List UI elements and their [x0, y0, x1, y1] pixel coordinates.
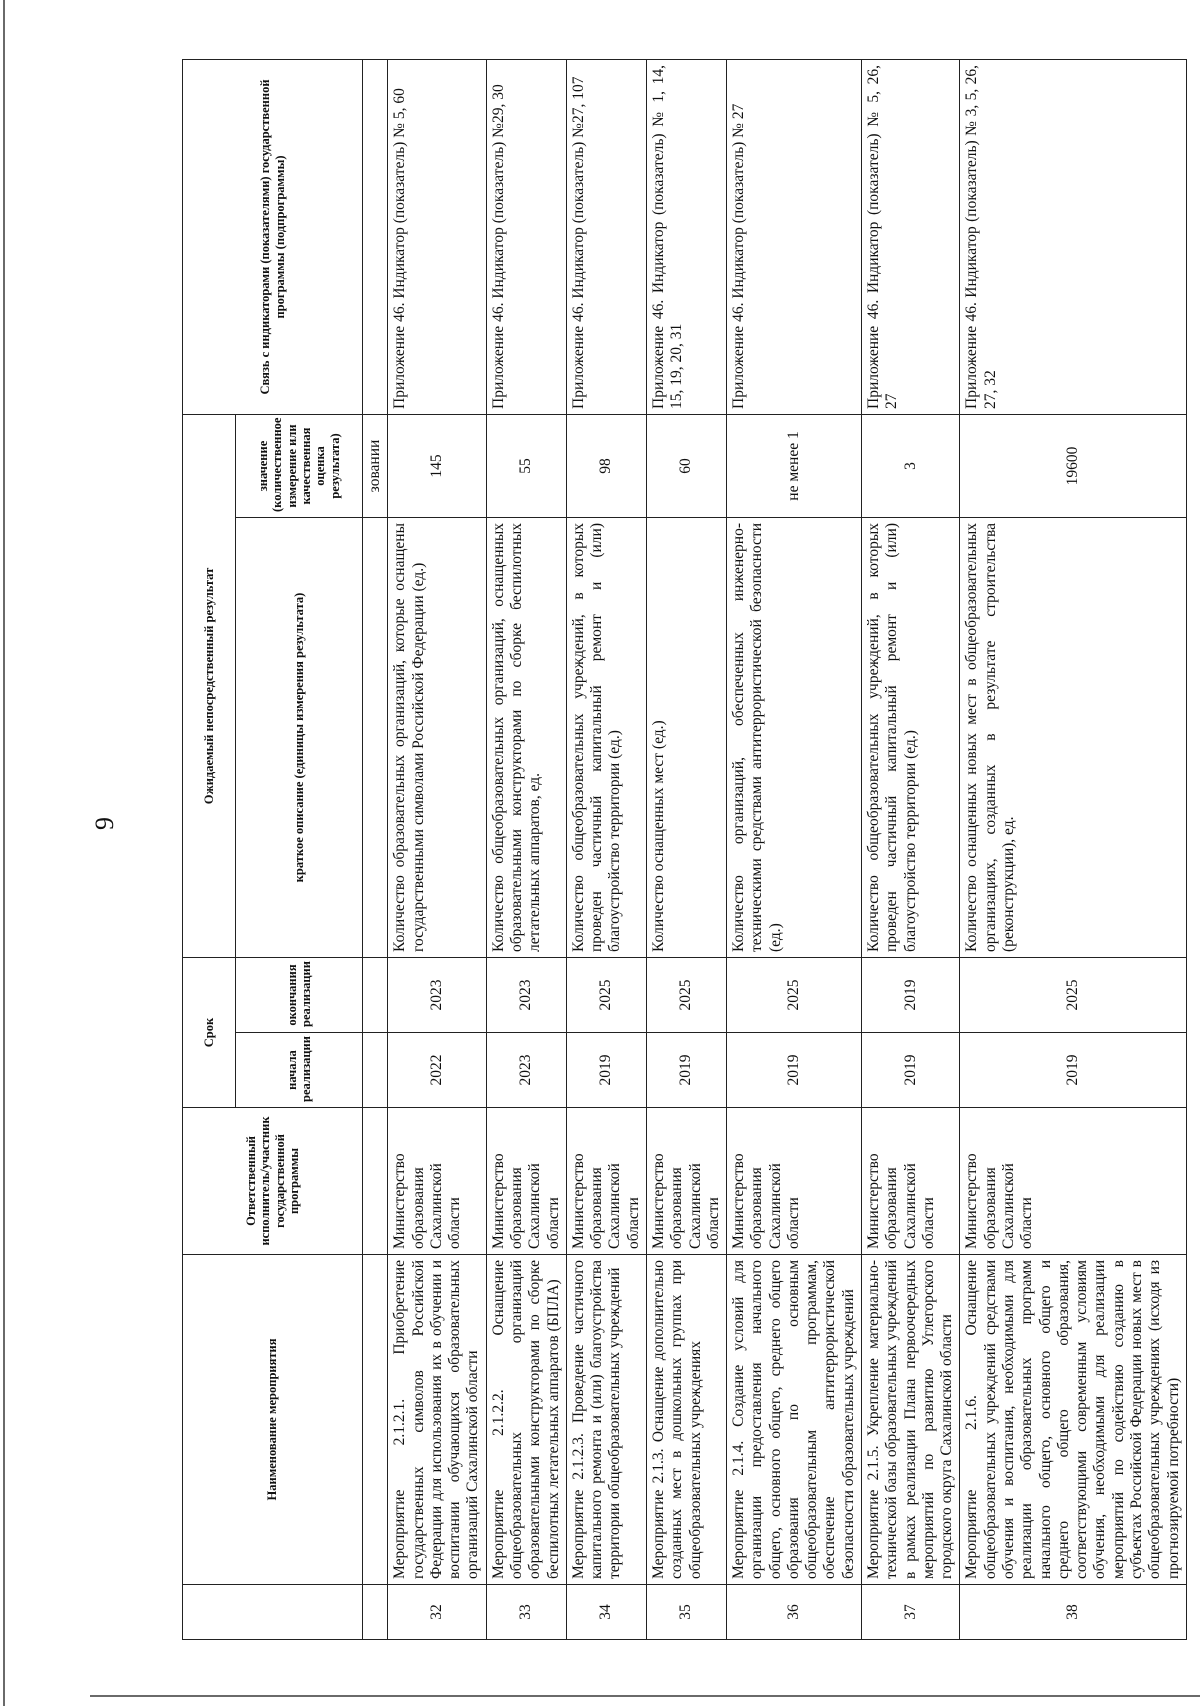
table-row [727, 60, 862, 1640]
measure-name: Мероприятие 2.1.4. Создание условий для организации предоставления начального общего, основного общего, среднего общего образования по основным общеобразовательным программам, обеспечение антитеррористической безопасности образовательных учреждений [727, 1255, 862, 1585]
table-row [486, 60, 566, 1640]
indicator-link: Приложение 46. Индикатор (показатель) № 1, 14, 15, 19, 20, 31 [646, 60, 726, 415]
indicator-link: Приложение 46. Индикатор (показатель) № 27 [727, 60, 862, 415]
page-number: 9 [90, 817, 119, 830]
indicator-link: Приложение 46. Индикатор (показатель) №27, 107 [566, 60, 646, 415]
header-executor: Ответственный исполнитель/участник государственной программы [183, 1108, 363, 1255]
responsible-executor: Министерство образования Сахалинской области [646, 1108, 726, 1255]
table-row [566, 60, 646, 1640]
header-indicators: Связь с индикаторами (показателями) государственной программы (подпрограммы) [183, 60, 363, 415]
header-result-desc: краткое описание (единицы измерения результата) [236, 518, 363, 958]
responsible-executor: Министерство образования Сахалинской области [388, 1108, 486, 1255]
result-value: 98 [566, 415, 646, 518]
result-value: 60 [646, 415, 726, 518]
scan-edge-line [3, 0, 5, 1706]
table-row [862, 60, 960, 1640]
result-value: 19600 [960, 415, 1186, 518]
row-number: 34 [566, 1585, 646, 1640]
result-value: 145 [388, 415, 486, 518]
term-end: 2025 [727, 958, 862, 1033]
header-term: Срок [183, 958, 236, 1108]
result-description: Количество организаций, обеспеченных инженерно-техническими средствами антитеррористической безопасности (ед.) [727, 518, 862, 958]
result-value: 3 [862, 415, 960, 518]
measure-name: Мероприятие 2.1.2.2. Оснащение общеобразовательных организаций образовательными конструкторами по сборке беспилотных летательных аппаратов (БПЛА) [486, 1255, 566, 1585]
table-row [960, 60, 1186, 1640]
result-description: Количество общеобразовательных организаций, оснащенных образовательными конструкторами по сборке беспилотных летательных аппаратов, ед. [486, 518, 566, 958]
row-number: 38 [960, 1585, 1186, 1640]
measure-name: Мероприятие 2.1.2.1. Приобретение государственных символов Российской Федерации для использования их в обучении и воспитании обучающихся образовательных организаций Сахалинской области [388, 1255, 486, 1585]
header-number [183, 1585, 363, 1640]
measure-name: Мероприятие 2.1.2.3. Проведение частичного капитального ремонта и (или) благоустройства территории общеобразовательных учреждений [566, 1255, 646, 1585]
result-value: не менее 1 [727, 415, 862, 518]
result-description: Количество оснащенных мест (ед.) [646, 518, 726, 958]
term-end: 2025 [960, 958, 1186, 1033]
term-start: 2023 [486, 1033, 566, 1108]
responsible-executor: Министерство образования Сахалинской области [486, 1108, 566, 1255]
measures-table [182, 59, 1187, 1640]
value-tail-text: зовании [363, 415, 388, 518]
table-row [646, 60, 726, 1640]
result-description: Количество образовательных организаций, которые оснащены государственными символами Российской Федерации (ед.) [388, 518, 486, 958]
term-start: 2019 [566, 1033, 646, 1108]
row-number: 33 [486, 1585, 566, 1640]
row-number: 36 [727, 1585, 862, 1640]
term-end: 2025 [566, 958, 646, 1033]
responsible-executor: Министерство образования Сахалинской области [727, 1108, 862, 1255]
result-value: 55 [486, 415, 566, 518]
term-end: 2023 [486, 958, 566, 1033]
result-description: Количество общеобразовательных учреждений, в которых проведен частичный капитальный ремонт и (или) благоустройство территории (ед.) [862, 518, 960, 958]
header-name: Наименование мероприятия [183, 1255, 363, 1585]
term-end: 2023 [388, 958, 486, 1033]
scan-bottom-line [90, 1695, 1200, 1697]
table-row [388, 60, 486, 1640]
term-start: 2022 [388, 1033, 486, 1108]
term-end: 2019 [862, 958, 960, 1033]
measure-name: Мероприятие 2.1.3. Оснащение дополнительно созданных мест в дошкольных группах при общеобразовательных учреждениях [646, 1255, 726, 1585]
term-end: 2025 [646, 958, 726, 1033]
row-number: 35 [646, 1585, 726, 1640]
header-term-end: окончания реализации [236, 958, 363, 1033]
term-start: 2019 [646, 1033, 726, 1108]
result-description: Количество общеобразовательных учреждений, в которых проведен частичный капитальный ремонт и (или) благоустройство территории (ед.) [566, 518, 646, 958]
rotated-sheet [182, 60, 1182, 1640]
row-number: 37 [862, 1585, 960, 1640]
index-row [363, 60, 388, 1640]
term-start: 2019 [727, 1033, 862, 1108]
row-number: 32 [388, 1585, 486, 1640]
term-start: 2019 [862, 1033, 960, 1108]
responsible-executor: Министерство образования Сахалинской области [566, 1108, 646, 1255]
measure-name: Мероприятие 2.1.6. Оснащение общеобразовательных учреждений средствами обучения и воспитания, необходимыми для реализации образовательных программ начального общего, основного общего и среднего общего образования, соответствующими современным условиям обучения, необходимыми для реализации мероприятий по содействию созданию в субъектах Российской Федерации новых мест в общеобразовательных учреждениях (исходя из прогнозируемой потребности) [960, 1255, 1186, 1585]
measure-name: Мероприятие 2.1.5. Укрепление материально-технической базы образовательных учреждений в рамках реализации Плана первоочередных мероприятий по развитию Углегорского городского округа Сахалинской области [862, 1255, 960, 1585]
indicator-link: Приложение 46. Индикатор (показатель) № 5, 26, 27 [862, 60, 960, 415]
header-term-start: начала реализации [236, 1033, 363, 1108]
indicator-link: Приложение 46. Индикатор (показатель) № 3, 5, 26, 27, 32 [960, 60, 1186, 415]
result-description: Количество оснащенных новых мест в общеобразовательных организациях, созданных в результате строительства (реконструкции), ед. [960, 518, 1186, 958]
term-start: 2019 [960, 1033, 1186, 1108]
responsible-executor: Министерство образования Сахалинской области [960, 1108, 1186, 1255]
header-result: Ожидаемый непосредственный результат [183, 415, 236, 958]
indicator-link: Приложение 46. Индикатор (показатель) № 5, 60 [388, 60, 486, 415]
indicator-link: Приложение 46. Индикатор (показатель) №29, 30 [486, 60, 566, 415]
responsible-executor: Министерство образования Сахалинской области [862, 1108, 960, 1255]
header-result-value: значение (количественное измерение или качественная оценка результата) [236, 415, 363, 518]
